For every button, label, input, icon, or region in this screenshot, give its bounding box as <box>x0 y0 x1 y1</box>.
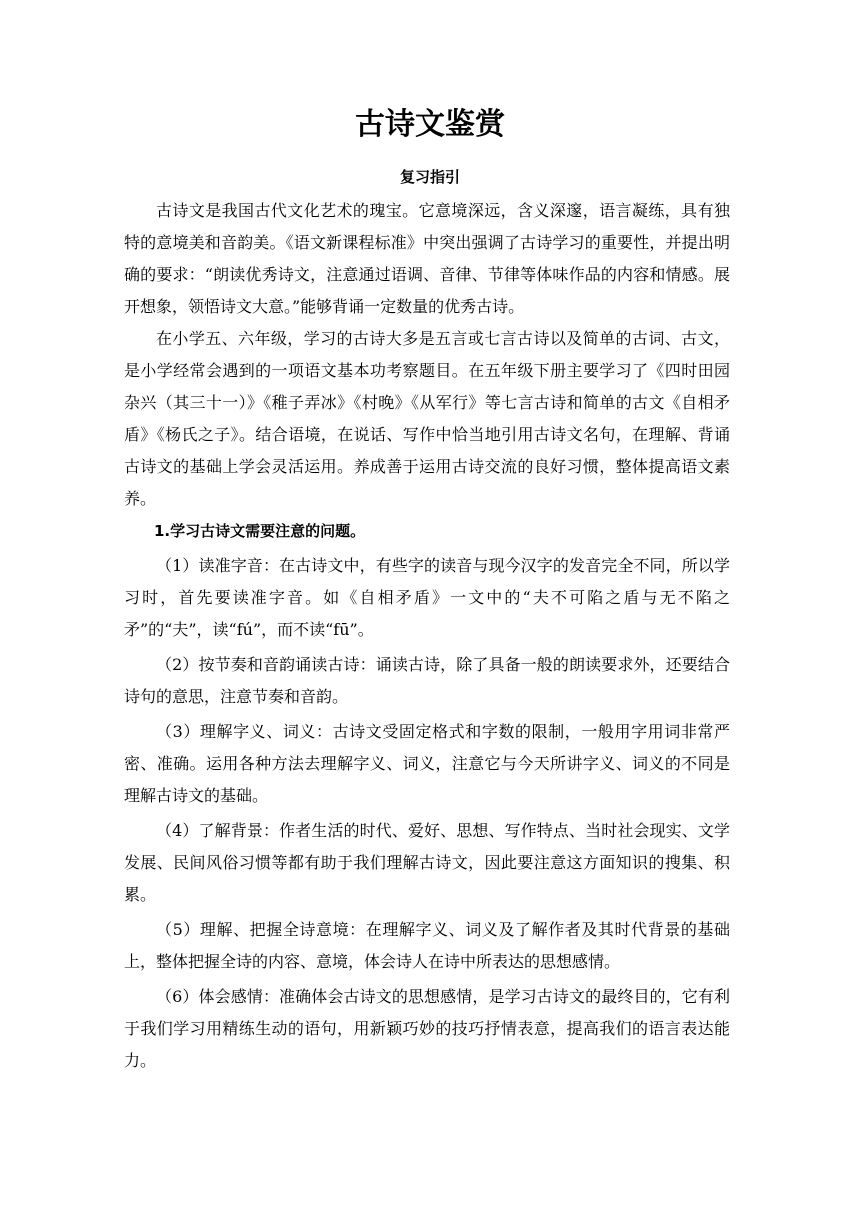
document-subtitle: 复习指引 <box>399 168 460 186</box>
list-item: （3）理解字义、词义：古诗文受固定格式和字数的限制，一般用字用词非常严密、准确。运用各种方法去理解字义、词义，注意它与今天所讲字义、词义的不同是理解古诗文的基础。 <box>124 722 730 805</box>
list-item: （2）按节奏和音韵诵读古诗：诵读古诗，除了具备一般的朗读要求外，还要结合诗句的意思，注意节奏和音韵。 <box>124 655 730 706</box>
intro-paragraph: 古诗文是我国古代文化艺术的瑰宝。它意境深远，含义深邃，语言凝练，具有独特的意境美和音韵美。《语文新课程标准》中突出强调了古诗学习的重要性，并提出明确的要求：“朗读优秀诗文，注意通过语调、音律、节律等体味作品的内容和情感。展开想象，领悟诗文大意。”能够背诵一定数量的优秀古诗。 <box>124 201 730 316</box>
list-item: （5）理解、把握全诗意境：在理解字义、词义及了解作者及其时代背景的基础上，整体把握全诗的内容、意境，体会诗人在诗中所表达的思想感情。 <box>124 920 730 971</box>
list-item: （6）体会感情：准确体会古诗文的思想感情，是学习古诗文的最终目的，它有利于我们学习用精练生动的语句，用新颖巧妙的技巧抒情表意，提高我们的语言表达能力。 <box>124 987 730 1070</box>
document-body <box>124 195 730 1077</box>
intro-paragraph: 在小学五、六年级，学习的古诗大多是五言或七言古诗以及简单的古词、古文，是小学经常会遇到的一项语文基本功考察题目。在五年级下册主要学习了《四时田园杂兴（其三十一）》《稚子弄冰》《村晚》《从军行》等七言古诗和简单的古文《自相矛盾》《杨氏之子》。结合语境，在说话、写作中恰当地引用古诗文名句，在理解、背诵古诗文的基础上学会灵活运用。养成善于运用古诗交流的良好习惯，整体提高语文素养。 <box>124 329 730 508</box>
list-item: （1）读准字音：在古诗文中，有些字的读音与现今汉字的发音完全不同，所以学习时，首先要读准字音。如《自相矛盾》一文中的“夫不可陷之盾与无不陷之矛”的“夫”，读“fú”，而不读“fū”。 <box>124 556 730 639</box>
document-title: 古诗文鉴赏 <box>355 107 505 142</box>
list-item: （4）了解背景：作者生活的时代、爱好、思想、写作特点、当时社会现实、文学发展、民间风俗习惯等都有助于我们理解古诗文，因此要注意这方面知识的搜集、积累。 <box>124 821 730 904</box>
section-heading: 1.学习古诗文需要注意的问题。 <box>154 522 366 540</box>
